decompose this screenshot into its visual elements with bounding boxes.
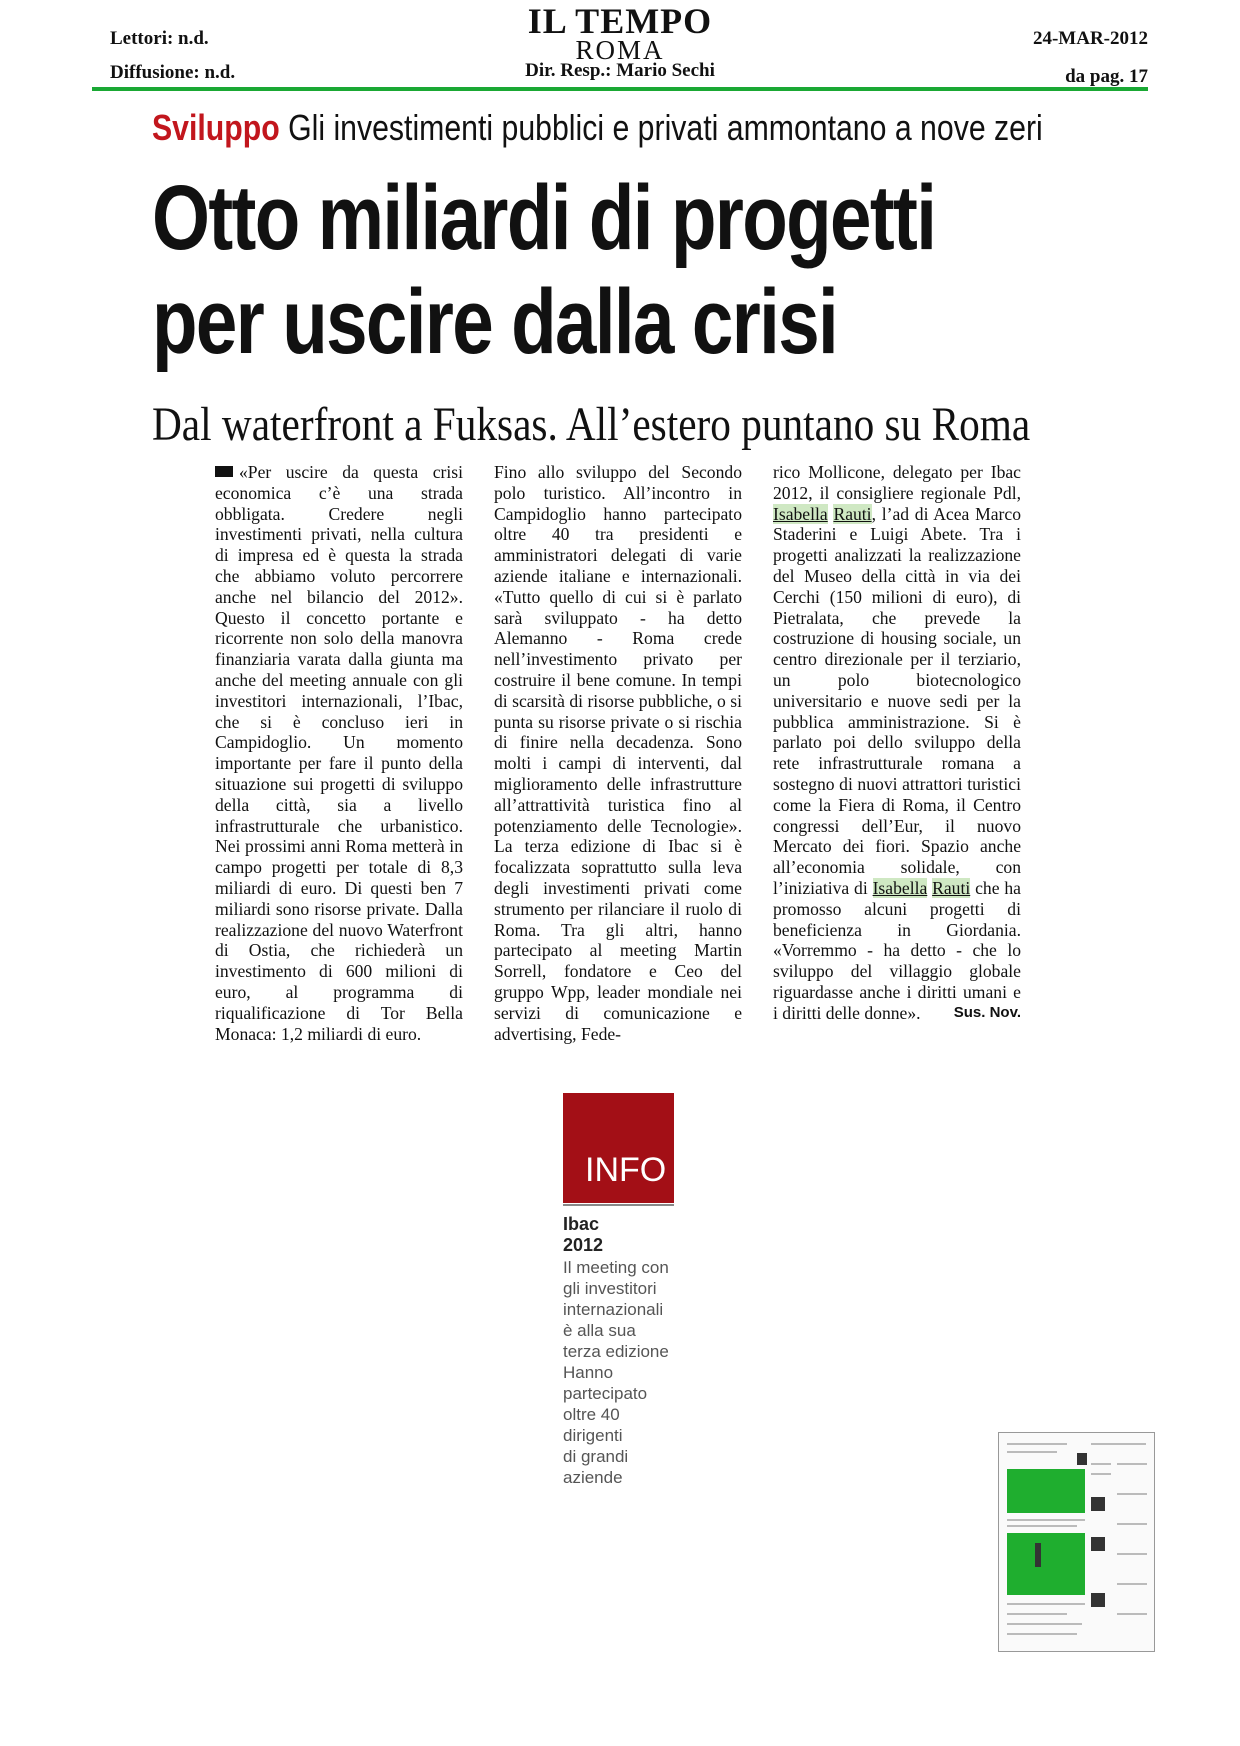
column-3-text-a: rico Mollicone, delegato per Ibac 2012, il consigliere regionale Pdl, xyxy=(773,462,1021,503)
thumb-line xyxy=(1007,1633,1077,1635)
column-3-text-c: che ha promosso alcuni progetti di beneficienza in Giordania. «Vorremmo - ha detto - che lo sviluppo del villaggio globale riguardasse anche i diritti umani e i diritti delle donne». xyxy=(773,877,1021,1023)
kicker-section-tag: Sviluppo xyxy=(152,107,280,148)
highlighted-name: Isabella xyxy=(872,877,928,898)
highlighted-surname: Rauti xyxy=(932,877,971,898)
headline-line-1: Otto miliardi di progetti xyxy=(152,167,936,269)
info-line: Hanno xyxy=(563,1363,614,1382)
thumb-line xyxy=(1091,1463,1111,1465)
thumb-photo xyxy=(1091,1593,1105,1607)
page-reference: da pag. 17 xyxy=(1065,66,1148,87)
thumb-line xyxy=(1007,1623,1082,1625)
logo-title: IL TEMPO xyxy=(527,1,713,41)
info-title-line-1: Ibac xyxy=(563,1214,600,1234)
director-credit: Dir. Resp.: Mario Sechi xyxy=(525,60,715,81)
publication-date: 24-MAR-2012 xyxy=(1032,28,1148,49)
info-line: terza edizione xyxy=(563,1342,669,1361)
info-line: è alla sua xyxy=(563,1321,636,1340)
info-box-text xyxy=(563,1257,693,1488)
headline-line-2: per uscire dalla crisi xyxy=(152,271,838,373)
thumb-line xyxy=(1117,1463,1147,1465)
thumb-line xyxy=(1007,1443,1067,1445)
readers-count: Lettori: n.d. xyxy=(110,28,209,49)
thumb-photo xyxy=(1091,1537,1105,1551)
thumb-line xyxy=(1117,1553,1147,1555)
info-line: Il meeting con xyxy=(563,1258,669,1277)
thumb-green-block xyxy=(1007,1469,1085,1513)
thumb-line xyxy=(1117,1613,1147,1615)
thumb-line xyxy=(1007,1613,1067,1615)
thumb-photo xyxy=(1077,1453,1087,1465)
info-line: aziende xyxy=(563,1468,623,1487)
thumb-line xyxy=(1007,1451,1057,1453)
lead-square-icon xyxy=(215,466,233,477)
thumb-line xyxy=(1091,1443,1146,1445)
article-column-3 xyxy=(773,462,1021,1024)
thumb-line xyxy=(1117,1493,1147,1495)
page-thumbnail xyxy=(998,1432,1155,1652)
thumb-line xyxy=(1007,1525,1077,1527)
thumb-line xyxy=(1091,1473,1111,1475)
thumb-info xyxy=(1035,1543,1041,1567)
thumb-line xyxy=(1117,1523,1147,1525)
article-kicker xyxy=(152,104,1043,152)
column-3-text-b: , l’ad di Acea Marco Staderini e Luigi Abete. Tra i progetti analizzati la realizzazione del Museo della città in via dei Cerchi (150 milioni di euro), di Pietralata, che prevede la costruzione di housing sociale, un centro direzionale per il terziario, un polo biotecnologico universitario e nuove sedi per la pubblica amministrazione. Si è parlato poi dello sviluppo della rete infrastrutturale romana a sostegno di nuovi attrattori turistici come la Fiera di Roma, il Centro congressi dell’Eur, il nuovo Mercato dei fiori. Spazio anche all’economia solidale, con l’iniziativa di xyxy=(773,503,1021,898)
thumb-line xyxy=(1117,1583,1147,1585)
info-line: internazionali xyxy=(563,1300,664,1319)
thumb-green-block xyxy=(1007,1533,1085,1595)
info-line: oltre 40 xyxy=(563,1405,620,1424)
info-box-title xyxy=(563,1214,603,1256)
article-column-1 xyxy=(215,462,463,1044)
highlighted-surname: Rauti xyxy=(833,503,872,524)
article-subheadline: Dal waterfront a Fuksas. All’estero puntano su Roma xyxy=(152,398,1031,451)
column-1-text: «Per uscire da questa crisi economica c’è una strada obbligata. Credere negli investimenti privati, nella cultura di impresa ed è questa la strada che abbiamo voluto percorrere anche nel bilancio del 2012». Questo il concetto portante e ricorrente non solo della manovra finanziaria varata dalla giunta ma anche del meeting annuale con gli investitori internazionali, l’Ibac, che si è concluso ieri in Campidoglio. Un momento importante per fare il punto della situazione sui progetti di sviluppo della città, sia a livello infrastrutturale che urbanistico. Nei prossimi anni Roma metterà in campo progetti per totale di 8,3 miliardi di euro. Di questi ben 7 miliardi sono risorse private. Dalla realizzazione del nuovo Waterfront di Ostia, che richiederà un investimento di 600 milioni di euro, al programma di riqualificazione di Tor Bella Monaca: 1,2 miliardi di euro. xyxy=(215,462,463,1044)
info-box-label: INFO xyxy=(585,1151,667,1189)
masthead-divider xyxy=(92,87,1148,91)
info-line: partecipato xyxy=(563,1384,648,1403)
column-2-text: Fino allo sviluppo del Secondo polo turistico. All’incontro in Campidoglio hanno partecipato oltre 40 tra presidenti e amministratori delegati di varie aziende italiane e internazionali. «Tutto quello di cui si è parlato sarà sviluppato - ha detto Alemanno - Roma crede nell’investimento privato per costruire il bene comune. In tempi di scarsità di risorse pubbliche, o si punta su risorse private o si rischia di finire nella decadenza. Sono molti i campi di interventi, dal miglioramento delle infrastrutture all’attrattività turistica fino al potenziamento delle Tecnologie». La terza edizione di Ibac si è focalizzata soprattutto sulla leva degli investimenti privati come strumento per rilanciare il ruolo di Roma. Tra gli altri, hanno partecipato al meeting Martin Sorrell, fondatore e Ceo del gruppo Wpp, leader mondiale nei servizi di comunicazione e advertising, Fede- xyxy=(494,462,742,1044)
article-headline xyxy=(152,166,936,374)
thumb-photo xyxy=(1091,1497,1105,1511)
author-signature: Sus. Nov. xyxy=(953,1003,1021,1021)
thumb-line xyxy=(1007,1519,1085,1521)
info-box-rule xyxy=(563,1204,674,1206)
circulation-count: Diffusione: n.d. xyxy=(110,62,236,83)
info-line: di grandi xyxy=(563,1447,629,1466)
info-line: gli investitori xyxy=(563,1279,657,1298)
logo-city: ROMA xyxy=(575,35,665,65)
thumb-line xyxy=(1007,1603,1085,1605)
kicker-text: Gli investimenti pubblici e privati ammontano a nove zeri xyxy=(288,107,1043,148)
article-column-2 xyxy=(494,462,742,1044)
masthead-right xyxy=(1033,20,1148,96)
info-line: dirigenti xyxy=(563,1426,623,1445)
info-title-line-2: 2012 xyxy=(563,1235,604,1255)
highlighted-name: Isabella xyxy=(773,503,828,524)
